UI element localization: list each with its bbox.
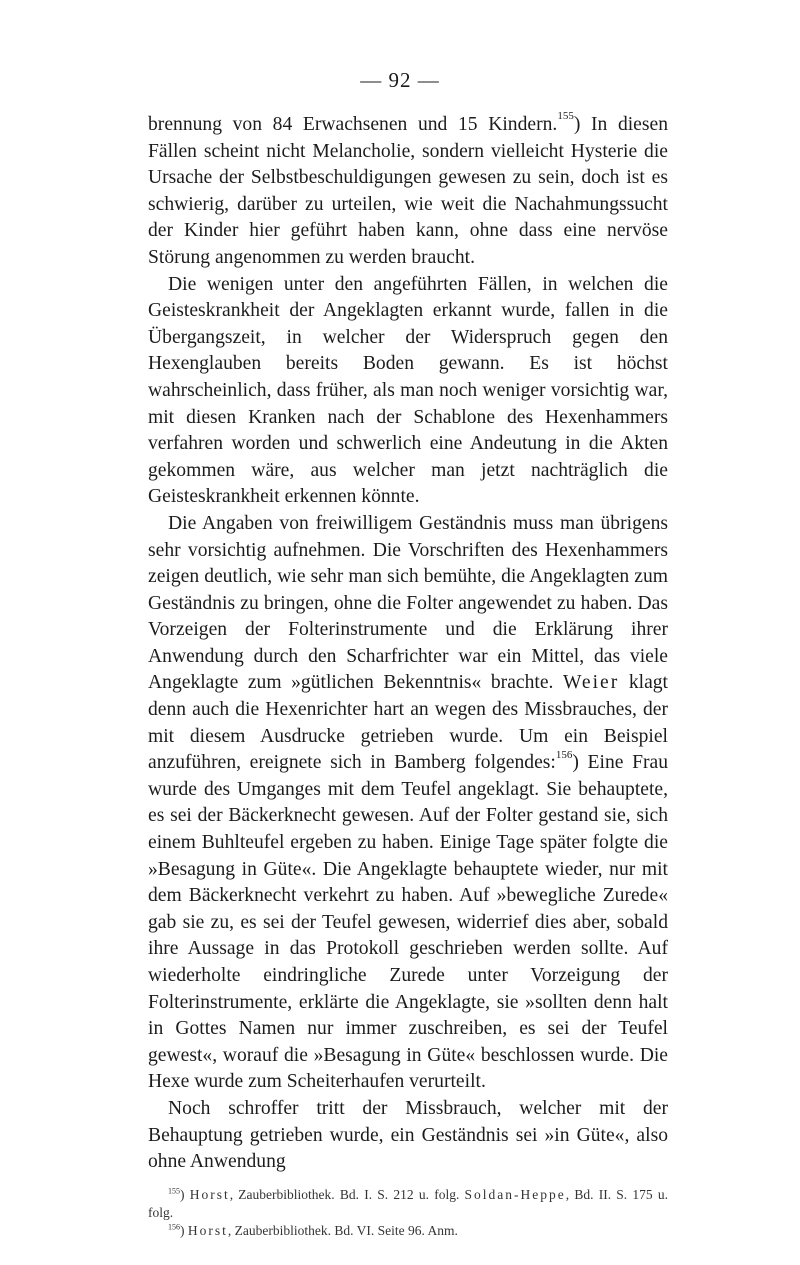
spaced-name: Weier (562, 672, 620, 694)
text-run: , Zauberbibliothek. Bd. VI. Seite 96. Anm. (227, 1223, 458, 1238)
text-run: Die Angaben von freiwilligem Geständnis muss man übrigens sehr vorsichtig aufnehmen. Die Vorschriften des Hexenhammers zeigen deutlich, wie sehr man sich bemühte, die Angeklagten zum Geständnis zu bringen, ohne die Folter angewendet zu haben. Das Vorzeigen der Folterinstrumente und die Erklärung ihrer Anwendung durch den Scharfrichter war ein Mittel, das viele Angeklagte zum »gütlichen Bekenntnis« brachte. (148, 512, 668, 694)
text-run: Noch schroffer tritt der Missbrauch, welcher mit der Behauptung getrieben wurde, ein Geständnis sei »in Güte«, also ohne Anwendung (148, 1097, 668, 1173)
paragraph (148, 1096, 668, 1176)
footnote-reference: 155 (557, 110, 574, 123)
text-run: ) Eine Frau wurde des Umganges mit dem Teufel angeklagt. Sie behauptete, es sei der Bäckerknecht gewesen. Auf der Folter gestand sie, sich einem Buhlteufel ergeben zu haben. Einige Tage später folgte die »Besagung in Güte«. Die Angeklagte behauptete wieder, nur mit dem Bäckerknecht verkehrt zu haben. Auf »bewegliche Zurede« gab sie zu, es sei der Teufel gewesen, widerrief dies aber, sobald ihre Aussage in das Protokoll geschrieben werden sollte. Auf wiederholte eindringliche Zurede unter Vorzeigung der Folterinstrumente, erklärte die Angeklagte, sie »sollten denn halt in Gottes Namen nur immer zuschreiben, es sei der Teufel gewest«, worauf die »Besagung in Güte« beschlossen wurde. Die Hexe wurde zum Scheiterhaufen verurteilt. (148, 752, 668, 1093)
page-number: — 92 — (360, 68, 440, 92)
footnotes (148, 1186, 668, 1240)
spaced-name: Horst (187, 1223, 228, 1238)
footnote (148, 1186, 668, 1222)
footnote-number: 156 (168, 1222, 180, 1232)
body-text (148, 112, 668, 1176)
spaced-name: Soldan-Heppe (464, 1187, 566, 1202)
spaced-name: Horst (189, 1187, 230, 1202)
paragraph (148, 511, 668, 1096)
text-run: ) (180, 1187, 190, 1202)
paragraph (148, 272, 668, 511)
footnote-number: 155 (168, 1186, 180, 1196)
text-run: , Zauberbibliothek. Bd. I. S. 212 u. folg. (229, 1187, 465, 1202)
text-run: ) (180, 1223, 188, 1238)
paragraph (148, 112, 668, 272)
footnote-reference: 156 (555, 748, 573, 761)
text-run: , Bd. II. S. 175 u. folg. (148, 1187, 668, 1220)
footnote (148, 1222, 668, 1240)
text-run: brennung von 84 Erwachsenen und 15 Kindern. (148, 114, 558, 135)
text-run: klagt denn auch die Hexenrichter hart an wegen des Missbrauches, der mit diesem Ausdrucke getrieben wurde. Um ein Beispiel anzuführen, ereignete sich in Bamberg folgendes: (148, 672, 669, 774)
text-run: ) In diesen Fällen scheint nicht Melancholie, sondern vielleicht Hysterie die Ursache der Selbstbeschuldigungen gewesen zu sein, doch ist es schwierig, darüber zu urteilen, wie weit die Nachahmungssucht der Kinder hier geführt haben kann, ohne dass eine nervöse Störung angenommen zu werden braucht. (148, 114, 668, 268)
text-run: Die wenigen unter den angeführten Fällen, in welchen die Geisteskrankheit der Angeklagten erkannt wurde, fallen in die Übergangszeit, in welcher der Widerspruch gegen den Hexenglauben bereits Boden gewann. Es ist höchst wahrscheinlich, dass früher, als man noch weniger vorsichtig war, mit diesen Kranken nach der Schablone des Hexenhammers verfahren worden und schwerlich eine Andeutung in die Akten gekommen wäre, aus welcher man jetzt nachträglich die Geisteskrankheit erkennen könnte. (148, 273, 668, 508)
